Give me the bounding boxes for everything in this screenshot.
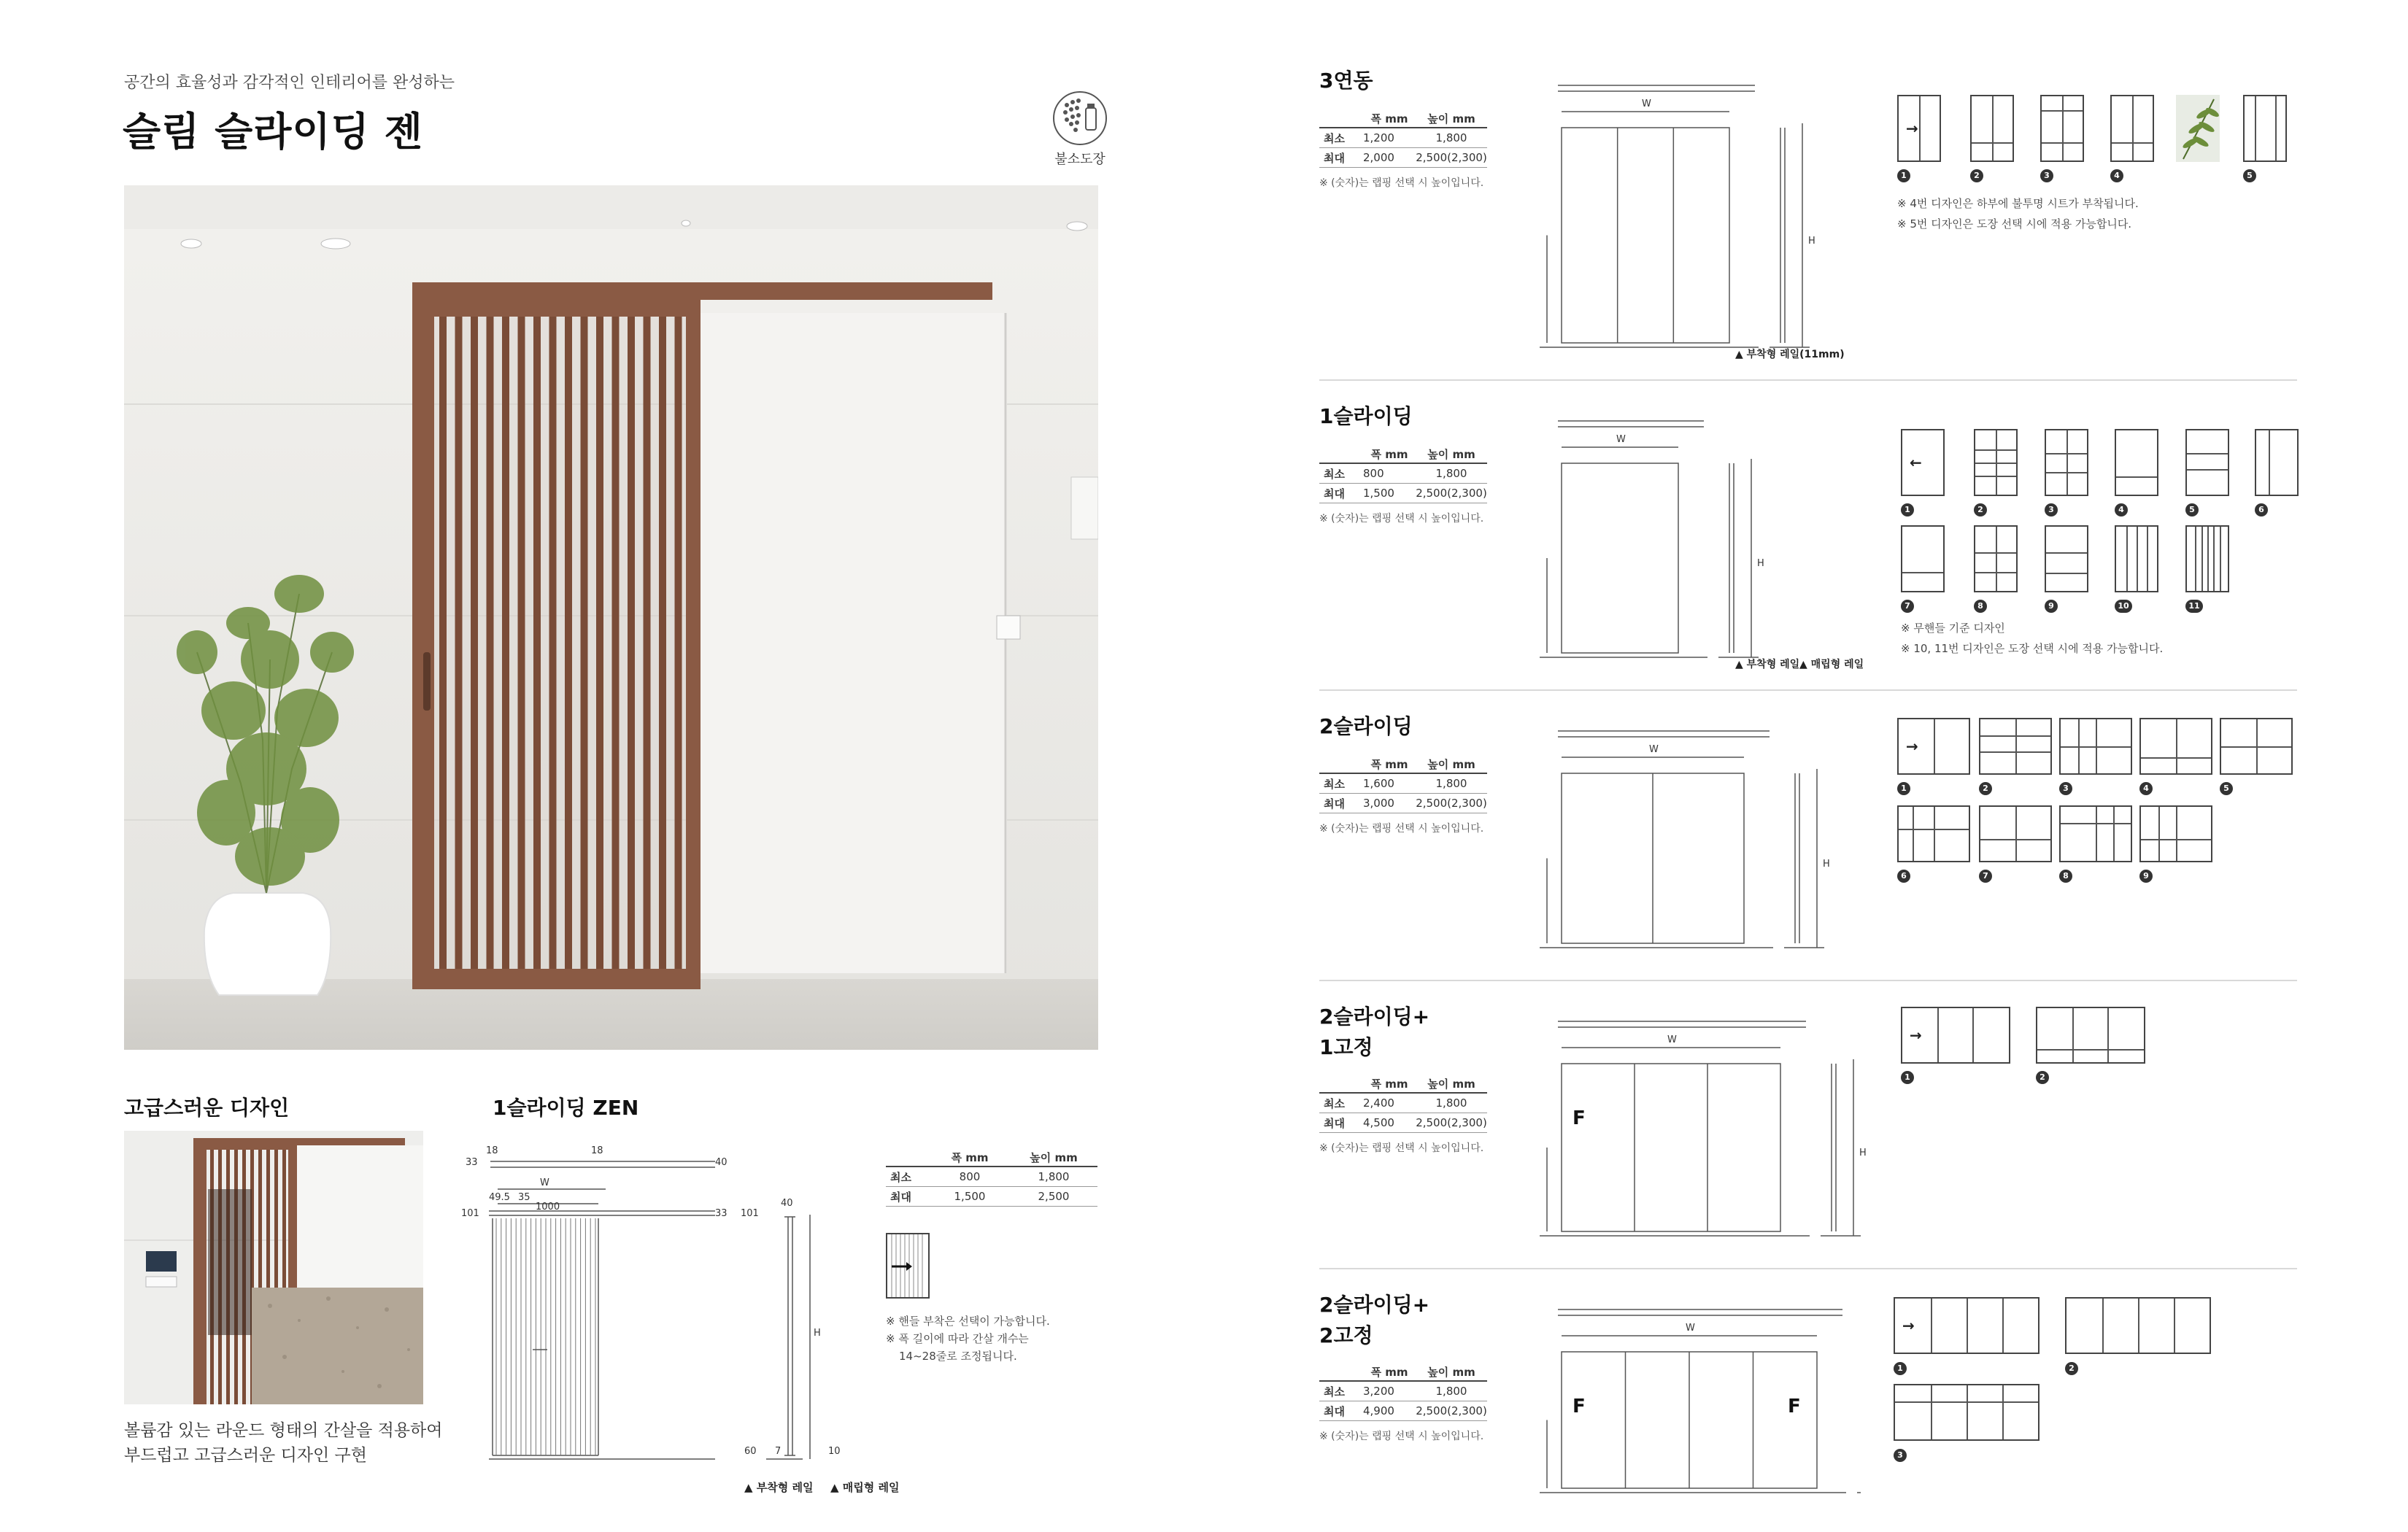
option-grid-line xyxy=(2269,430,2270,495)
option-grid-line xyxy=(2132,96,2134,160)
section-title-line: 2슬라이딩+ xyxy=(1319,1293,1430,1317)
design-option-thumbnail xyxy=(2059,718,2132,775)
technical-drawing xyxy=(1518,1005,1867,1253)
section-title-line: 2슬라이딩 xyxy=(1319,714,1413,738)
zen-technical-drawing xyxy=(460,1131,868,1474)
option-grid-line xyxy=(1967,1385,1968,1439)
arrow-right-icon: → xyxy=(1906,738,1918,755)
spec-col-height: 높이 mm xyxy=(1427,757,1475,771)
zen-note: 14~28줄로 조정됩니다. xyxy=(899,1350,1017,1363)
option-number-badge: 2 xyxy=(1970,169,1983,182)
option-grid-line xyxy=(2078,719,2080,773)
zen-note: ※ 폭 길이에 따라 간살 개수는 xyxy=(886,1332,1029,1345)
arrow-left-icon: ← xyxy=(1910,454,1922,471)
option-grid-line xyxy=(2275,96,2277,160)
spec-col-width: 폭 mm xyxy=(1370,1365,1408,1379)
spec-row-label: 최대 xyxy=(890,1190,911,1204)
spec-col-height: 높이 mm xyxy=(1030,1150,1078,1164)
design-option-thumbnail xyxy=(2115,429,2158,496)
zen-dim-18b: 18 xyxy=(591,1145,603,1156)
spec-table xyxy=(1319,445,1487,525)
option-number-badge: 2 xyxy=(1979,782,1992,795)
option-grid-line xyxy=(2096,807,2097,861)
design-option-thumbnail xyxy=(2065,1297,2211,1354)
option-grid-line xyxy=(2113,807,2115,861)
photo-slat xyxy=(518,317,525,969)
option-number-badge: 5 xyxy=(2243,169,2256,182)
photo-slat xyxy=(487,317,494,969)
option-number-badge: 7 xyxy=(1979,870,1992,883)
option-grid-line xyxy=(2137,527,2138,591)
spec-cell: 1,200 xyxy=(1363,131,1394,144)
option-number-badge: 4 xyxy=(2115,503,2128,517)
option-number-badge: 4 xyxy=(2110,169,2123,182)
zen-section-title: 1슬라이딩 ZEN xyxy=(493,1096,639,1120)
section-title xyxy=(1319,711,1413,742)
option-grid-line xyxy=(2201,527,2203,591)
zen-dim-33b: 33 xyxy=(715,1208,728,1219)
option-number-badge: 7 xyxy=(1901,600,1914,613)
design-option-thumbnail xyxy=(2185,525,2229,592)
option-grid-line xyxy=(2015,807,2017,861)
drawing-label-h: H xyxy=(1808,235,1815,247)
plant-photo xyxy=(2176,95,2220,162)
drawing-label-w: W xyxy=(1686,1323,1695,1334)
spec-cell: 2,000 xyxy=(1363,151,1394,164)
option-grid-line xyxy=(1895,1401,2038,1403)
zen-dim-101b: 101 xyxy=(741,1208,759,1219)
option-grid-line xyxy=(1980,751,2050,753)
spec-row-label: 최대 xyxy=(1324,151,1345,165)
option-grid-line xyxy=(2221,746,2291,748)
drawing-label-h: H xyxy=(1757,558,1764,569)
option-note: ※ 10, 11번 디자인은 도장 선택 시에 적용 가능합니다. xyxy=(1901,642,2164,655)
option-grid-line xyxy=(1913,807,1914,861)
photo-slat xyxy=(581,317,588,969)
option-grid-line xyxy=(2141,757,2211,759)
spec-cell: 3,200 xyxy=(1363,1385,1394,1398)
spec-cell: 4,500 xyxy=(1363,1116,1394,1129)
option-grid-line xyxy=(2213,527,2215,591)
spec-cell: 2,500(2,300) xyxy=(1416,1116,1487,1129)
option-grid-line xyxy=(2158,807,2160,861)
zen-note: ※ 핸들 부착은 선택이 가능합니다. xyxy=(886,1315,1050,1328)
arrow-right-icon: → xyxy=(1902,1317,1915,1334)
zen-dim-60: 60 xyxy=(744,1446,757,1457)
spec-note: ※ (숫자)는 랩핑 선택 시 높이입니다. xyxy=(1319,177,1484,189)
design-option-thumbnail xyxy=(1970,95,2014,162)
design-option-thumbnail xyxy=(2255,429,2299,496)
spec-cell: 2,500(2,300) xyxy=(1416,151,1487,164)
design-option-thumbnail xyxy=(1979,718,2052,775)
photo-slat xyxy=(439,317,447,969)
option-number-badge: 1 xyxy=(1897,782,1910,795)
option-number-badge: 5 xyxy=(2185,503,2199,517)
section-title xyxy=(1319,1002,1429,1063)
design-option-thumbnail xyxy=(1974,429,2018,496)
option-grid-line xyxy=(1980,839,2050,840)
zen-dim-40: 40 xyxy=(715,1157,728,1168)
zen-dim-w: W xyxy=(540,1177,549,1188)
spec-row-label: 최대 xyxy=(1324,487,1345,500)
spec-row-label: 최소 xyxy=(1324,131,1345,145)
spec-table xyxy=(1319,109,1487,189)
option-grid-line xyxy=(2046,573,2087,574)
option-grid-line xyxy=(2061,823,2131,824)
design-option-thumbnail xyxy=(2040,95,2084,162)
fixed-panel-label: F xyxy=(1572,1396,1586,1417)
section-divider xyxy=(1319,1268,2297,1269)
option-grid-line xyxy=(2015,719,2017,773)
option-grid-line xyxy=(1975,552,2016,554)
section-title xyxy=(1319,1290,1429,1351)
feature-detail-photo xyxy=(124,1131,423,1404)
spec-note: ※ (숫자)는 랩핑 선택 시 높이입니다. xyxy=(1319,513,1484,525)
spec-cell: 800 xyxy=(959,1170,981,1183)
option-grid-line xyxy=(2187,453,2228,454)
zen-dim-40b: 40 xyxy=(781,1198,793,1209)
arrow-right-icon: → xyxy=(1906,120,1918,137)
spec-note: ※ (숫자)는 랩핑 선택 시 높이입니다. xyxy=(1319,1431,1484,1442)
photo-slat xyxy=(549,317,557,969)
option-number-badge: 4 xyxy=(2139,782,2153,795)
zen-dim-10: 10 xyxy=(828,1446,841,1457)
spec-cell: 1,800 xyxy=(1435,131,1467,144)
design-option-thumbnail xyxy=(2036,1007,2145,1064)
zen-handle-thumbnail xyxy=(886,1233,930,1299)
spec-cell: 2,500(2,300) xyxy=(1416,1404,1487,1417)
option-grid-line xyxy=(2037,1049,2144,1051)
option-grid-line xyxy=(1972,1008,1974,1062)
option-grid-line xyxy=(1967,1299,1968,1353)
option-grid-line xyxy=(2002,1385,2004,1439)
option-grid-line xyxy=(1980,735,2050,737)
zen-dim-7: 7 xyxy=(775,1446,782,1457)
design-option-thumbnail xyxy=(2115,525,2158,592)
spec-col-width: 폭 mm xyxy=(1370,447,1408,461)
spec-row-label: 최소 xyxy=(1324,1385,1345,1398)
option-number-badge: 1 xyxy=(1894,1362,1907,1375)
spec-row-label: 최소 xyxy=(890,1170,911,1184)
photo-slat xyxy=(471,317,478,969)
option-grid-line xyxy=(1902,572,1943,573)
option-grid-line xyxy=(1934,719,1935,773)
option-grid-line xyxy=(1992,96,1994,160)
zen-rail-label: ▲ 매립형 레일 xyxy=(830,1481,900,1494)
spec-col-height: 높이 mm xyxy=(1427,112,1475,125)
section-title-line: 2슬라이딩+ xyxy=(1319,1005,1430,1029)
photo-slat xyxy=(565,317,572,969)
option-grid-line xyxy=(1931,1299,1932,1353)
option-number-badge: 8 xyxy=(2059,870,2072,883)
fluorine-paint-badge xyxy=(1036,90,1124,171)
option-grid-line xyxy=(2102,1299,2104,1353)
rail-label: ▲ 매립형 레일 xyxy=(1799,659,1864,670)
option-grid-line xyxy=(2187,469,2228,471)
option-grid-line xyxy=(2255,96,2256,160)
option-number-badge: 3 xyxy=(2040,169,2053,182)
spec-col-width: 폭 mm xyxy=(1370,757,1408,771)
photo-slat xyxy=(455,317,463,969)
spec-cell: 4,900 xyxy=(1363,1404,1394,1417)
design-option-thumbnail xyxy=(1974,525,2018,592)
zen-dim-1000: 1000 xyxy=(536,1202,560,1212)
fixed-panel-label: F xyxy=(1788,1396,1801,1417)
option-grid-line xyxy=(2174,1299,2175,1353)
option-grid-line xyxy=(2112,142,2153,144)
spec-table xyxy=(1319,755,1487,835)
spec-cell: 1,800 xyxy=(1038,1170,1070,1183)
zen-dim-18a: 18 xyxy=(486,1145,498,1156)
option-number-badge: 3 xyxy=(2059,782,2072,795)
option-grid-line xyxy=(2061,746,2131,748)
design-option-thumbnail xyxy=(1979,805,2052,862)
option-number-badge: 9 xyxy=(2045,600,2058,613)
option-grid-line xyxy=(1931,1385,1932,1439)
spec-row-label: 최소 xyxy=(1324,467,1345,481)
option-grid-line xyxy=(2207,527,2209,591)
option-number-badge: 1 xyxy=(1901,503,1914,517)
zen-spec-table xyxy=(886,1148,1097,1207)
design-option-thumbnail xyxy=(1897,805,1970,862)
photo-slat xyxy=(502,317,509,969)
option-number-badge: 6 xyxy=(2255,503,2268,517)
option-number-badge: 3 xyxy=(2045,503,2058,517)
spec-row-label: 최대 xyxy=(1324,1116,1345,1130)
section-divider xyxy=(1319,379,2297,381)
section-divider xyxy=(1319,980,2297,981)
design-option-thumbnail xyxy=(1894,1297,2040,1354)
design-option-thumbnail xyxy=(2243,95,2287,162)
design-option-thumbnail xyxy=(2139,718,2212,775)
spec-note: ※ (숫자)는 랩핑 선택 시 높이입니다. xyxy=(1319,823,1484,835)
spec-cell: 1,500 xyxy=(1363,487,1394,500)
option-grid-line xyxy=(2126,527,2128,591)
option-grid-line xyxy=(2046,552,2087,554)
spec-cell: 1,800 xyxy=(1435,1096,1467,1110)
design-option-thumbnail xyxy=(1897,718,1970,775)
spec-row-label: 최소 xyxy=(1324,777,1345,791)
spec-cell: 1,800 xyxy=(1435,777,1467,790)
technical-drawing xyxy=(1518,715,1861,965)
option-grid-line xyxy=(1996,527,1997,591)
option-grid-line xyxy=(2141,839,2211,840)
spec-cell: 2,500(2,300) xyxy=(1416,797,1487,810)
section-title-line: 1고정 xyxy=(1319,1035,1373,1059)
technical-drawing xyxy=(1518,1293,1861,1510)
option-number-badge: 2 xyxy=(1974,503,1987,517)
photo-slat xyxy=(675,317,682,969)
option-grid-line xyxy=(2147,527,2148,591)
zen-dim-h: H xyxy=(814,1328,821,1339)
option-number-badge: 10 xyxy=(2115,600,2132,613)
spec-col-width: 폭 mm xyxy=(1370,1077,1408,1091)
design-option-thumbnail xyxy=(2139,805,2212,862)
photo-slat xyxy=(612,317,620,969)
drawing-label-w: W xyxy=(1616,434,1626,445)
option-grid-line xyxy=(2107,1008,2109,1062)
zen-dim-101: 101 xyxy=(461,1208,479,1219)
option-grid-line xyxy=(2072,1008,2074,1062)
option-grid-line xyxy=(1934,807,1935,861)
design-option-thumbnail xyxy=(2045,525,2088,592)
main-product-photo xyxy=(124,185,1098,1050)
page-subtitle: 공간의 효율성과 감각적인 인테리어를 완성하는 xyxy=(124,74,455,92)
option-number-badge: 8 xyxy=(1974,600,1987,613)
spec-cell: 2,500 xyxy=(1038,1190,1070,1203)
photo-slat xyxy=(659,317,666,969)
design-option-thumbnail xyxy=(2045,429,2088,496)
technical-drawing xyxy=(1518,69,1861,365)
spec-cell: 2,400 xyxy=(1363,1096,1394,1110)
option-number-badge: 2 xyxy=(2036,1071,2049,1084)
spec-cell: 3,000 xyxy=(1363,797,1394,810)
design-option-thumbnail xyxy=(1901,429,1945,496)
option-grid-line xyxy=(2042,110,2083,112)
drawing-label-w: W xyxy=(1649,744,1659,755)
option-grid-line xyxy=(2176,807,2177,861)
design-option-thumbnail xyxy=(2059,805,2132,862)
design-option-thumbnail xyxy=(1901,525,1945,592)
option-grid-line xyxy=(2116,476,2157,478)
feature-description-line1: 볼륨감 있는 라운드 형태의 간살을 적용하여 xyxy=(124,1421,443,1440)
section-title-line: 1슬라이딩 xyxy=(1319,404,1413,428)
design-option-thumbnail xyxy=(1901,1007,2010,1064)
photo-slat xyxy=(644,317,651,969)
option-grid-line xyxy=(1937,1008,1939,1062)
option-grid-line xyxy=(2176,719,2177,773)
spec-col-height: 높이 mm xyxy=(1427,1365,1475,1379)
option-number-badge: 11 xyxy=(2185,600,2203,613)
feature-heading: 고급스러운 디자인 xyxy=(124,1096,290,1120)
feature-description-line2: 부드럽고 고급스러운 디자인 구현 xyxy=(124,1446,367,1465)
spec-cell: 1,800 xyxy=(1435,467,1467,480)
spec-cell: 1,500 xyxy=(954,1190,986,1203)
section-title xyxy=(1319,401,1413,432)
spec-table xyxy=(1319,1075,1487,1154)
option-grid-line xyxy=(2067,430,2068,495)
option-note: ※ 5번 디자인은 도장 선택 시에 적용 가능합니다. xyxy=(1897,217,2132,231)
drawing-label-h: H xyxy=(1823,858,1830,870)
option-number-badge: 3 xyxy=(1894,1449,1907,1462)
spec-cell: 1,600 xyxy=(1363,777,1394,790)
rail-label: ▲ 부착형 레일(11mm) xyxy=(1735,349,1845,360)
option-note: ※ 무핸들 기준 디자인 xyxy=(1901,622,2005,635)
spec-row-label: 최대 xyxy=(1324,797,1345,811)
design-option-thumbnail xyxy=(2110,95,2154,162)
option-grid-line xyxy=(1899,829,1969,830)
option-number-badge: 9 xyxy=(2139,870,2153,883)
zen-dim-35: 35 xyxy=(518,1192,530,1203)
section-title xyxy=(1319,66,1373,96)
drawing-label-w: W xyxy=(1642,98,1651,109)
spec-note: ※ (숫자)는 랩핑 선택 시 높이입니다. xyxy=(1319,1142,1484,1154)
option-number-badge: 1 xyxy=(1897,169,1910,182)
technical-drawing xyxy=(1518,405,1861,675)
option-grid-line xyxy=(2002,1299,2004,1353)
section-title-line: 3연동 xyxy=(1319,69,1373,93)
option-grid-line xyxy=(2062,96,2064,160)
fixed-panel-label: F xyxy=(1572,1107,1586,1129)
option-number-badge: 1 xyxy=(1901,1071,1914,1084)
spec-cell: 800 xyxy=(1363,467,1384,480)
photo-slat xyxy=(628,317,635,969)
rail-label: ▲ 부착형 레일 xyxy=(1735,659,1800,670)
option-grid-line xyxy=(2042,142,2083,144)
spec-col-height: 높이 mm xyxy=(1427,447,1475,461)
page-title: 슬림 슬라이딩 젠 xyxy=(123,109,423,155)
design-option-thumbnail xyxy=(2220,718,2293,775)
section-title-line: 2고정 xyxy=(1319,1323,1373,1347)
option-grid-line xyxy=(1919,96,1921,160)
zen-rail-label: ▲ 부착형 레일 xyxy=(744,1481,814,1494)
badge-label: 불소도장 xyxy=(1054,152,1105,167)
section-divider xyxy=(1319,689,2297,691)
option-grid-line xyxy=(2195,527,2196,591)
drawing-label-h: H xyxy=(1859,1148,1867,1158)
arrow-right-icon: → xyxy=(1910,1026,1922,1044)
option-grid-line xyxy=(1975,572,2016,573)
spec-col-width: 폭 mm xyxy=(1370,112,1408,125)
design-option-thumbnail xyxy=(1897,95,1941,162)
photo-slat xyxy=(533,317,541,969)
option-grid-line xyxy=(2220,527,2221,591)
option-grid-line xyxy=(1996,430,1997,495)
option-grid-line xyxy=(1972,142,2013,144)
option-number-badge: 6 xyxy=(1897,870,1910,883)
spec-cell: 1,800 xyxy=(1435,1385,1467,1398)
spec-col-width: 폭 mm xyxy=(951,1150,989,1164)
design-option-thumbnail xyxy=(1894,1384,2040,1441)
spray-paint-icon xyxy=(1051,90,1109,146)
spec-row-label: 최소 xyxy=(1324,1096,1345,1110)
drawing-label-w: W xyxy=(1667,1034,1677,1045)
option-note: ※ 4번 디자인은 하부에 불투명 시트가 부착됩니다. xyxy=(1897,197,2139,210)
option-number-badge: 2 xyxy=(2065,1362,2078,1375)
spec-table xyxy=(1319,1363,1487,1442)
spec-col-height: 높이 mm xyxy=(1427,1077,1475,1091)
zen-dim-49: 49.5 xyxy=(489,1192,510,1203)
design-option-thumbnail xyxy=(2185,429,2229,496)
spec-row-label: 최대 xyxy=(1324,1404,1345,1418)
option-number-badge: 5 xyxy=(2220,782,2233,795)
zen-dim-33: 33 xyxy=(466,1157,478,1168)
spec-cell: 2,500(2,300) xyxy=(1416,487,1487,500)
option-grid-line xyxy=(2138,1299,2139,1353)
photo-slat xyxy=(596,317,603,969)
